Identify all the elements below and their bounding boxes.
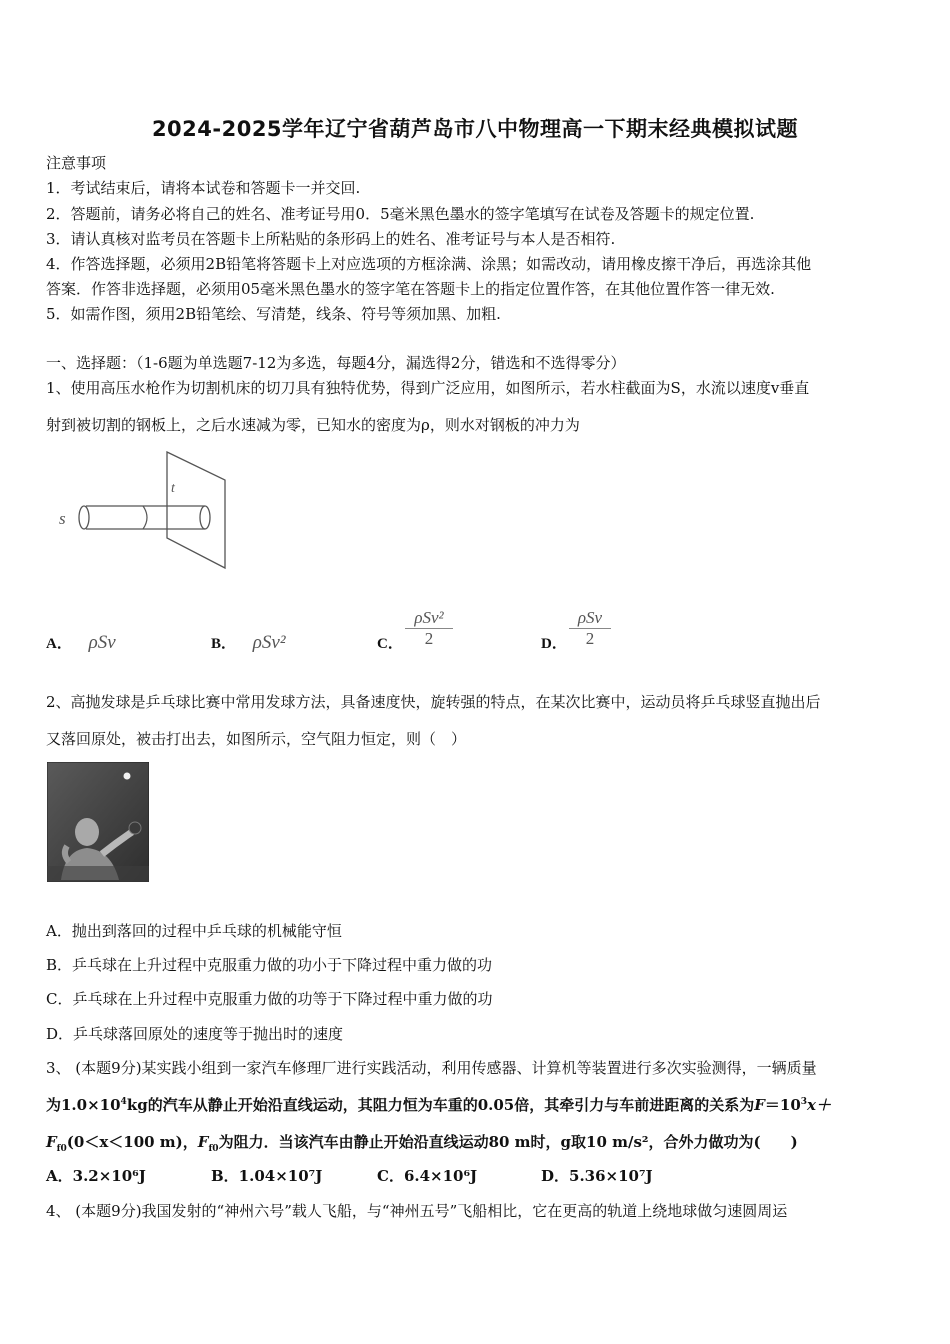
q3-var: F xyxy=(754,1096,765,1114)
fraction-denominator: 2 xyxy=(585,629,595,648)
q3-sub: f0 xyxy=(208,1144,219,1154)
q3-part: 为阻力．当该汽车由静止开始沿直线运动80 m时，g取10 m/s²，合外力做功为( ) xyxy=(218,1133,798,1151)
fraction-numerator: ρSv xyxy=(569,608,611,629)
fig-label-s: s xyxy=(59,509,66,528)
q1-option-c-fraction xyxy=(405,608,453,649)
notice-item: 答案．作答非选择题，必须用05毫米黑色墨水的签字笔在答题卡上的指定位置作答，在其他位置作答一律无效. xyxy=(46,280,775,298)
q1-text: 射到被切割的钢板上，之后水速减为零，已知水的密度为ρ，则水对钢板的冲力为 xyxy=(46,416,580,434)
q1-text: 1、使用高压水枪作为切割机床的切刀具有独特优势，得到广泛应用，如图所示，若水柱截面为S，水流以速度v垂直 xyxy=(46,379,810,397)
q3-text-line2 xyxy=(46,1094,831,1115)
q1-option-a[interactable] xyxy=(46,632,116,654)
option-expr: ρSv² xyxy=(252,632,286,653)
q2-option-c[interactable]: C．乒乓球在上升过程中克服重力做的功等于下降过程中重力做的功 xyxy=(46,990,493,1008)
q4-text: 4、 (本题9分)我国发射的“神州六号”载人飞船，与“神州五号”飞船相比，它在更高的轨道上绕地球做匀速圆周运 xyxy=(46,1202,788,1220)
q1-option-d[interactable] xyxy=(541,632,567,653)
water-jet-figure xyxy=(55,450,235,570)
table-tennis-photo xyxy=(47,762,149,882)
notice-item: 1．考试结束后，请将本试卷和答题卡一并交回. xyxy=(46,179,361,197)
fraction-numerator: ρSv² xyxy=(405,608,453,629)
page-title: 2024-2025学年辽宁省葫芦岛市八中物理高一下期末经典模拟试题 xyxy=(151,117,799,141)
option-letter: D． xyxy=(541,636,567,652)
q3-part: ＝10 xyxy=(764,1096,801,1114)
q2-option-a[interactable]: A．抛出到落回的过程中乒乓球的机械能守恒 xyxy=(46,922,342,940)
q3-var: F xyxy=(197,1133,209,1151)
q3-part: 为1.0×10 xyxy=(46,1096,121,1114)
q2-text: 2、高抛发球是乒乓球比赛中常用发球方法，具备速度快，旋转强的特点，在某次比赛中，运动员将乒乓球竖直抛出后 xyxy=(46,693,821,711)
q3-option-d[interactable]: D．5.36×10⁷J xyxy=(541,1167,653,1185)
q3-text: 3、 (本题9分)某实践小组到一家汽车修理厂进行实践活动，利用传感器、计算机等装置进行多次实验测得，一辆质量 xyxy=(46,1059,817,1077)
q1-option-b[interactable] xyxy=(211,632,286,654)
q1-option-d-fraction xyxy=(569,608,611,649)
q2-option-b[interactable]: B．乒乓球在上升过程中克服重力做的功小于下降过程中重力做的功 xyxy=(46,956,493,974)
option-expr: ρSv xyxy=(88,632,116,653)
q3-option-c[interactable]: C．6.4×10⁶J xyxy=(377,1167,478,1185)
q3-text-line3 xyxy=(46,1131,798,1154)
q3-var: F xyxy=(46,1133,57,1151)
notice-item: 5．如需作图，须用2B铅笔绘、写清楚，线条、符号等须加黑、加粗. xyxy=(46,305,501,323)
option-letter: C． xyxy=(377,636,403,652)
notice-item: 4．作答选择题，必须用2B铅笔将答题卡上对应选项的方框涂满、涂黑；如需改动，请用橡皮擦干净后，再选涂其他 xyxy=(46,255,812,273)
q3-part: (0＜x＜100 m)， xyxy=(66,1133,198,1151)
section-heading: 一、选择题：（1-6题为单选题7-12为多选，每题4分，漏选得2分，错选和不选得零分） xyxy=(46,354,626,372)
q2-option-d[interactable]: D．乒乓球落回原处的速度等于抛出时的速度 xyxy=(46,1025,344,1043)
option-letter: A． xyxy=(46,636,72,652)
fraction-denominator: 2 xyxy=(424,629,434,648)
q3-option-b[interactable]: B．1.04×10⁷J xyxy=(211,1167,323,1185)
notice-heading: 注意事项 xyxy=(46,154,107,172)
q3-option-a[interactable]: A．3.2×10⁶J xyxy=(46,1167,146,1185)
notice-item: 3．请认真核对监考员在答题卡上所粘贴的条形码上的姓名、准考证号与本人是否相符. xyxy=(46,230,616,248)
option-letter: B． xyxy=(211,636,237,652)
notice-item: 2．答题前，请务必将自己的姓名、准考证号用0．5毫米黑色墨水的签字笔填写在试卷及答题卡的规定位置. xyxy=(46,205,755,223)
q3-sup: 4 xyxy=(120,1097,127,1107)
q3-var: x＋ xyxy=(807,1096,831,1114)
q2-text: 又落回原处，被击打出去，如图所示，空气阻力恒定，则（ ） xyxy=(46,730,467,748)
q3-part: kg的汽车从静止开始沿直线运动，其阻力恒为车重的0.05倍，其牵引力与车前进距离的关系为 xyxy=(126,1096,755,1114)
q3-sub: f0 xyxy=(56,1144,67,1154)
q3-sup: 3 xyxy=(800,1097,808,1107)
fig-label-t: t xyxy=(171,481,175,496)
q1-option-c[interactable] xyxy=(377,632,403,653)
